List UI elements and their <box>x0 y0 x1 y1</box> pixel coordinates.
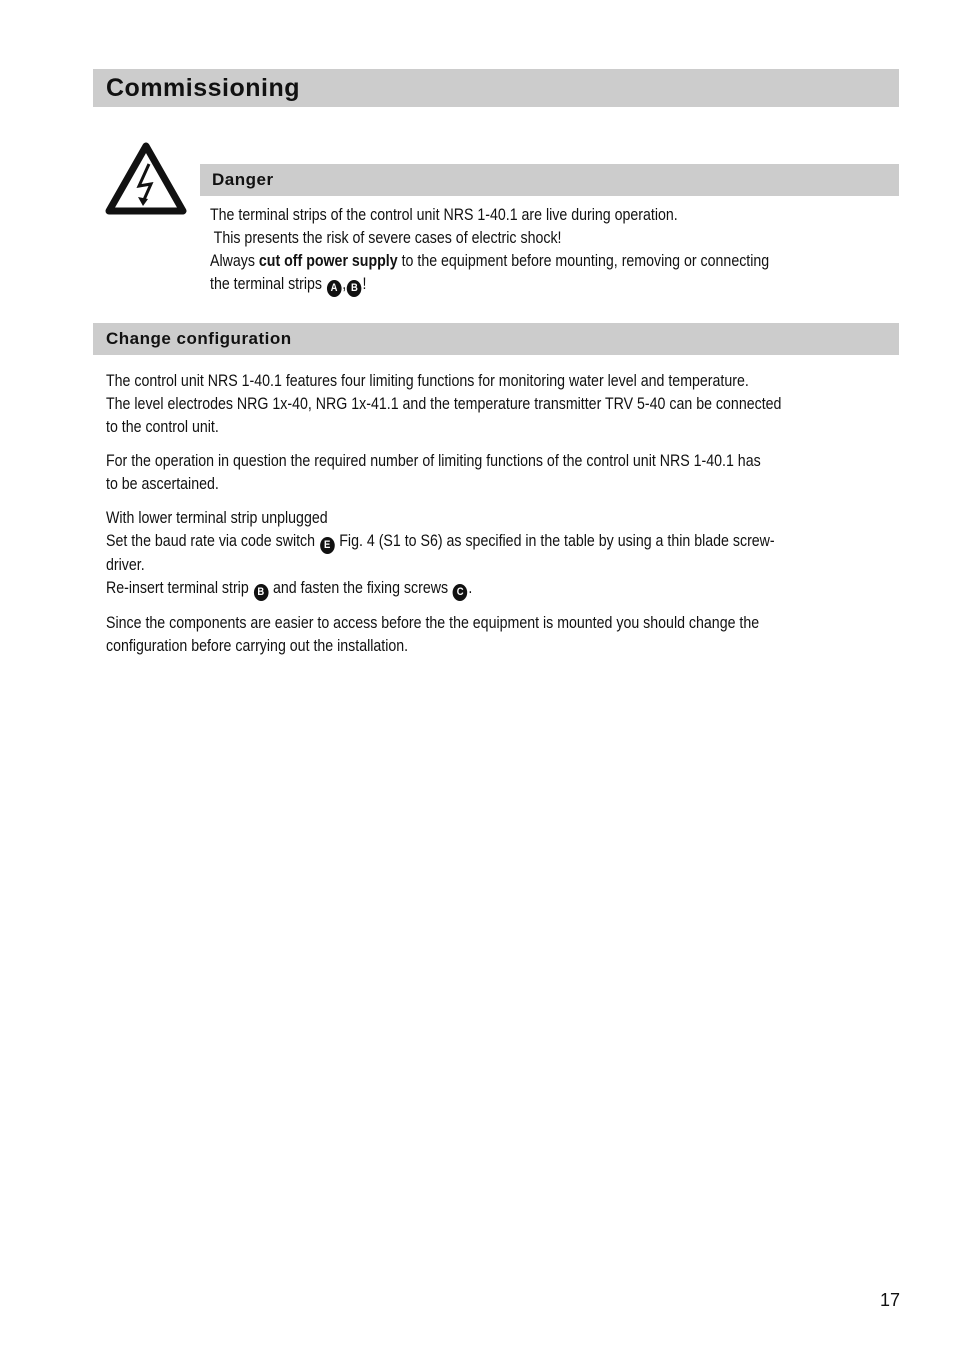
cut-off-power-emphasis: cut off power supply <box>258 252 398 270</box>
danger-line-3 <box>210 250 769 273</box>
marker-a-icon: A <box>327 280 342 297</box>
para1-line1: The control unit NRS 1-40.1 features four limiting functions for monitoring water level and temperature. <box>106 372 749 390</box>
marker-b-icon: B <box>347 280 362 297</box>
marker-c-icon: C <box>453 584 468 601</box>
high-voltage-warning-icon <box>105 142 187 216</box>
para2-line2: to be ascertained. <box>106 475 219 493</box>
para3-line3: driver. <box>106 556 145 574</box>
para3-line2-pre: Set the baud rate via code switch <box>106 532 319 550</box>
para3-line4-mid: and fasten the fixing screws <box>269 579 453 597</box>
para3-line4-post: . <box>468 579 473 597</box>
para3-line4-pre: Re-insert terminal strip <box>106 579 253 597</box>
para4-line1: Since the components are easier to access before the the equipment is mounted you should change the <box>106 614 760 632</box>
para3-line1: With lower terminal strip unplugged <box>106 509 328 527</box>
danger-heading: Danger <box>200 164 899 196</box>
danger-line-4 <box>210 273 769 297</box>
danger-line-3-post: to the equipment before mounting, removing or connecting <box>397 252 770 270</box>
page-title: Commissioning <box>93 69 899 107</box>
para3-line4 <box>106 577 781 601</box>
marker-b-icon-2: B <box>254 584 269 601</box>
marker-e-icon: E <box>320 537 335 554</box>
danger-line-1: The terminal strips of the control unit NRS 1-40.1 are live during operation. <box>210 206 678 224</box>
para2-line1: For the operation in question the required number of limiting functions of the control unit NRS 1-40.1 has <box>106 452 761 470</box>
configuration-text <box>106 370 781 658</box>
section-heading-change-configuration: Change configuration <box>93 323 899 355</box>
para3-line2-post: Fig. 4 (S1 to S6) as specified in the table by using a thin blade screw- <box>335 532 775 550</box>
para3-line2 <box>106 530 781 554</box>
marker-separator: , <box>342 275 347 293</box>
danger-text <box>210 204 769 297</box>
danger-line-4-post: ! <box>362 275 367 293</box>
para4-line2: configuration before carrying out the installation. <box>106 637 409 655</box>
danger-line-2: This presents the risk of severe cases of electric shock! <box>210 229 562 247</box>
danger-line-4-pre: the terminal strips <box>210 275 326 293</box>
danger-line-3-pre: Always <box>210 252 259 270</box>
para1-line2: The level electrodes NRG 1x-40, NRG 1x-41.1 and the temperature transmitter TRV 5-40 can be connected <box>106 395 782 413</box>
page-number: 17 <box>879 1290 900 1310</box>
para1-line3: to the control unit. <box>106 418 219 436</box>
